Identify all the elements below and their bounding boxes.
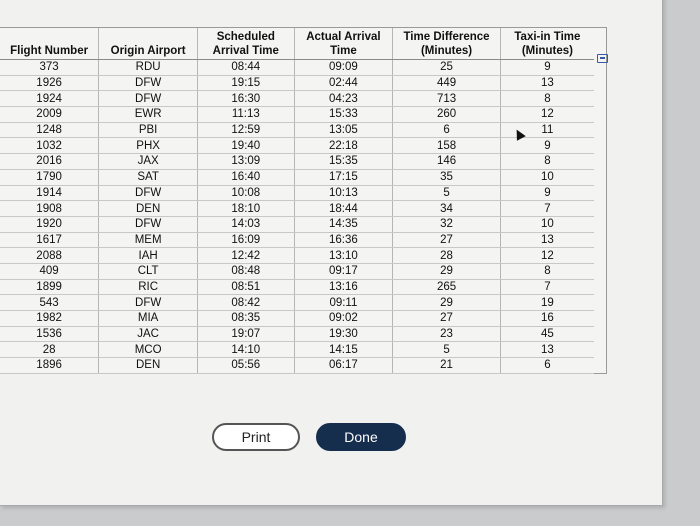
cell-time-difference: 265 <box>393 279 501 295</box>
table-row <box>0 122 594 138</box>
cell-flight-number: 373 <box>0 60 99 76</box>
cell-time-difference: 713 <box>393 91 501 107</box>
cell-scheduled-arrival: 08:35 <box>198 311 295 327</box>
cell-scheduled-arrival: 10:08 <box>198 185 295 201</box>
cell-origin-airport: MCO <box>99 342 198 358</box>
cell-taxi-in-time: 8 <box>500 91 594 107</box>
cell-flight-number: 1536 <box>0 326 99 342</box>
cell-actual-arrival: 09:02 <box>294 311 393 327</box>
cell-taxi-in-time: 19 <box>500 295 594 311</box>
cell-flight-number: 1908 <box>0 201 99 217</box>
cell-taxi-in-time: 13 <box>500 342 594 358</box>
cell-time-difference: 35 <box>393 169 501 185</box>
table-row <box>0 154 594 170</box>
table-body <box>0 60 594 374</box>
cell-scheduled-arrival: 14:10 <box>198 342 295 358</box>
table-row <box>0 60 594 76</box>
cell-taxi-in-time: 8 <box>500 263 594 279</box>
cell-flight-number: 1920 <box>0 216 99 232</box>
table-row <box>0 201 594 217</box>
cell-taxi-in-time: 8 <box>500 154 594 170</box>
cell-time-difference: 146 <box>393 154 501 170</box>
cell-time-difference: 449 <box>393 75 501 91</box>
cell-time-difference: 27 <box>393 311 501 327</box>
cell-actual-arrival: 19:30 <box>294 326 393 342</box>
cell-origin-airport: PBI <box>99 122 198 138</box>
cell-taxi-in-time: 9 <box>500 138 594 154</box>
cell-actual-arrival: 18:44 <box>294 201 393 217</box>
cell-origin-airport: DFW <box>99 75 198 91</box>
done-button[interactable]: Done <box>316 423 406 451</box>
cell-scheduled-arrival: 16:09 <box>198 232 295 248</box>
cell-origin-airport: JAX <box>99 154 198 170</box>
cell-flight-number: 2016 <box>0 154 99 170</box>
cell-taxi-in-time: 45 <box>500 326 594 342</box>
cell-taxi-in-time: 11 <box>500 122 594 138</box>
cell-flight-number: 1926 <box>0 75 99 91</box>
table-row <box>0 185 594 201</box>
cell-origin-airport: IAH <box>99 248 198 264</box>
header-origin-airport: Origin Airport <box>99 28 198 60</box>
table-row <box>0 169 594 185</box>
cell-time-difference: 260 <box>393 107 501 123</box>
cell-scheduled-arrival: 19:07 <box>198 326 295 342</box>
cell-time-difference: 23 <box>393 326 501 342</box>
cell-flight-number: 1790 <box>0 169 99 185</box>
cell-time-difference: 34 <box>393 201 501 217</box>
cell-scheduled-arrival: 18:10 <box>198 201 295 217</box>
header-taxi-in-time: Taxi-in Time (Minutes) <box>500 28 594 60</box>
table-row <box>0 107 594 123</box>
cell-scheduled-arrival: 19:15 <box>198 75 295 91</box>
cell-origin-airport: DFW <box>99 185 198 201</box>
cell-flight-number: 1896 <box>0 358 99 374</box>
data-table-frame <box>0 27 607 374</box>
cell-scheduled-arrival: 08:48 <box>198 263 295 279</box>
cell-origin-airport: DEN <box>99 358 198 374</box>
cell-flight-number: 409 <box>0 263 99 279</box>
cell-actual-arrival: 02:44 <box>294 75 393 91</box>
cell-flight-number: 1617 <box>0 232 99 248</box>
cell-actual-arrival: 15:33 <box>294 107 393 123</box>
table-row <box>0 75 594 91</box>
table-row <box>0 248 594 264</box>
cell-taxi-in-time: 7 <box>500 201 594 217</box>
cell-actual-arrival: 16:36 <box>294 232 393 248</box>
cell-taxi-in-time: 12 <box>500 107 594 123</box>
cell-origin-airport: MEM <box>99 232 198 248</box>
copy-icon[interactable] <box>597 54 608 63</box>
cell-taxi-in-time: 13 <box>500 75 594 91</box>
cell-actual-arrival: 06:17 <box>294 358 393 374</box>
cell-taxi-in-time: 9 <box>500 185 594 201</box>
cell-actual-arrival: 09:17 <box>294 263 393 279</box>
cell-scheduled-arrival: 12:59 <box>198 122 295 138</box>
table-row <box>0 311 594 327</box>
cell-origin-airport: DFW <box>99 216 198 232</box>
cell-origin-airport: DFW <box>99 295 198 311</box>
table-row <box>0 358 594 374</box>
cell-origin-airport: MIA <box>99 311 198 327</box>
cell-flight-number: 543 <box>0 295 99 311</box>
cell-scheduled-arrival: 11:13 <box>198 107 295 123</box>
cell-time-difference: 5 <box>393 185 501 201</box>
cell-time-difference: 27 <box>393 232 501 248</box>
cell-taxi-in-time: 16 <box>500 311 594 327</box>
cell-actual-arrival: 14:35 <box>294 216 393 232</box>
cell-origin-airport: PHX <box>99 138 198 154</box>
cell-origin-airport: CLT <box>99 263 198 279</box>
table-row <box>0 216 594 232</box>
cell-flight-number: 2009 <box>0 107 99 123</box>
cell-time-difference: 21 <box>393 358 501 374</box>
cell-actual-arrival: 04:23 <box>294 91 393 107</box>
print-button[interactable]: Print <box>212 423 300 451</box>
cell-taxi-in-time: 12 <box>500 248 594 264</box>
cell-origin-airport: DEN <box>99 201 198 217</box>
cell-actual-arrival: 17:15 <box>294 169 393 185</box>
cell-time-difference: 28 <box>393 248 501 264</box>
cell-actual-arrival: 13:16 <box>294 279 393 295</box>
cell-scheduled-arrival: 08:51 <box>198 279 295 295</box>
table-row <box>0 138 594 154</box>
cell-actual-arrival: 13:10 <box>294 248 393 264</box>
cell-flight-number: 1899 <box>0 279 99 295</box>
cell-scheduled-arrival: 14:03 <box>198 216 295 232</box>
cell-taxi-in-time: 10 <box>500 216 594 232</box>
cell-flight-number: 1924 <box>0 91 99 107</box>
header-actual-arrival: Actual Arrival Time <box>294 28 393 60</box>
cell-actual-arrival: 13:05 <box>294 122 393 138</box>
table-row <box>0 232 594 248</box>
cell-taxi-in-time: 7 <box>500 279 594 295</box>
cell-scheduled-arrival: 19:40 <box>198 138 295 154</box>
cell-time-difference: 29 <box>393 263 501 279</box>
cell-flight-number: 1248 <box>0 122 99 138</box>
cell-time-difference: 29 <box>393 295 501 311</box>
cell-flight-number: 28 <box>0 342 99 358</box>
table-row <box>0 295 594 311</box>
cell-actual-arrival: 09:11 <box>294 295 393 311</box>
cell-flight-number: 1982 <box>0 311 99 327</box>
table-row <box>0 91 594 107</box>
airline-data-table <box>0 28 594 374</box>
cell-time-difference: 5 <box>393 342 501 358</box>
header-scheduled-arrival: Scheduled Arrival Time <box>198 28 295 60</box>
cell-scheduled-arrival: 08:42 <box>198 295 295 311</box>
table-row <box>0 263 594 279</box>
cell-scheduled-arrival: 08:44 <box>198 60 295 76</box>
header-flight-number: Flight Number <box>0 28 99 60</box>
cell-origin-airport: RIC <box>99 279 198 295</box>
table-header-row <box>0 28 594 60</box>
cell-taxi-in-time: 10 <box>500 169 594 185</box>
cell-scheduled-arrival: 13:09 <box>198 154 295 170</box>
cell-time-difference: 158 <box>393 138 501 154</box>
cell-flight-number: 1032 <box>0 138 99 154</box>
header-time-difference: Time Difference (Minutes) <box>393 28 501 60</box>
cell-scheduled-arrival: 16:30 <box>198 91 295 107</box>
cell-scheduled-arrival: 05:56 <box>198 358 295 374</box>
cell-time-difference: 6 <box>393 122 501 138</box>
table-row <box>0 326 594 342</box>
cell-scheduled-arrival: 12:42 <box>198 248 295 264</box>
cell-flight-number: 1914 <box>0 185 99 201</box>
cell-actual-arrival: 09:09 <box>294 60 393 76</box>
cell-origin-airport: RDU <box>99 60 198 76</box>
cell-actual-arrival: 10:13 <box>294 185 393 201</box>
table-row <box>0 342 594 358</box>
cell-scheduled-arrival: 16:40 <box>198 169 295 185</box>
cell-actual-arrival: 15:35 <box>294 154 393 170</box>
cell-origin-airport: EWR <box>99 107 198 123</box>
cell-time-difference: 32 <box>393 216 501 232</box>
cell-taxi-in-time: 9 <box>500 60 594 76</box>
cell-origin-airport: JAC <box>99 326 198 342</box>
cell-time-difference: 25 <box>393 60 501 76</box>
cell-actual-arrival: 22:18 <box>294 138 393 154</box>
cell-flight-number: 2088 <box>0 248 99 264</box>
cell-origin-airport: SAT <box>99 169 198 185</box>
table-row <box>0 279 594 295</box>
cell-taxi-in-time: 13 <box>500 232 594 248</box>
cell-actual-arrival: 14:15 <box>294 342 393 358</box>
cell-origin-airport: DFW <box>99 91 198 107</box>
cell-taxi-in-time: 6 <box>500 358 594 374</box>
